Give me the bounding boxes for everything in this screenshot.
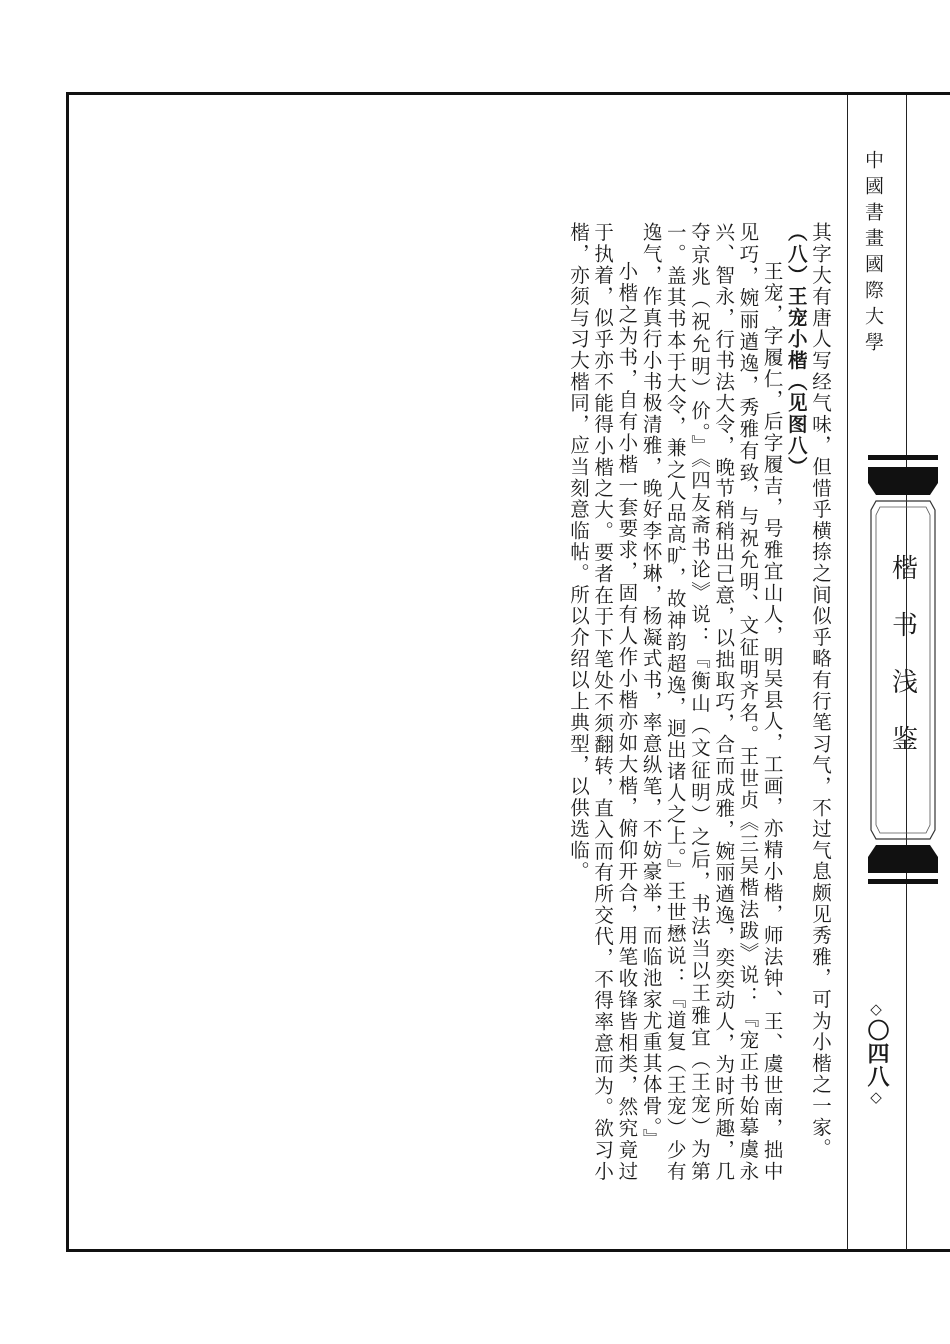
page-ornament-top: ◇ xyxy=(867,1000,885,1019)
paragraph-conclusion: 小楷之为书，自有小楷一套要求，固有人作小楷亦如大楷，俯仰开合，用笔收锋皆相类，然究竟过于执着，似乎亦不能得小楷之大。要者在于下笔处不须翻转，直入而有所交代，不得率意而为。欲习小楷，亦须与习大楷同，应当刻意临帖。所以介绍以上典型，以供选临。 xyxy=(566,222,639,1182)
book-title: 楷书浅鉴 xyxy=(887,554,918,782)
column-divider xyxy=(847,95,848,1250)
org-name: 中國書畫國際大學 xyxy=(862,150,884,358)
body-text xyxy=(496,222,832,1182)
paragraph-wang-chong: 王宠，字履仁，后字履吉，号雅宜山人，明吴县人，工画，亦精小楷，师法钟、王、虞世南，拙中见巧，婉丽遒逸，秀雅有致，与祝允明、文征明齐名。王世贞《三吴楷法跋》说：『宠正书始摹虞永兴、智永，行书法大令，晚节稍稍出己意，以拙取巧，合而成雅，婉丽遒逸，奕奕动人，为时所趣，几夺京兆（祝允明）价。』《四友斋书论》说：『衡山（文征明）之后，书法当以王雅宜（王宠）为第一。盖其书本于大令，兼之人品高旷，故神韵超逸，迥出诸人之上。』王世懋说：『道复（王宠）少有逸气，作真行小书极清雅，晚好李怀琳，杨凝式书，率意纵笔，不妨豪举，而临池家尤重其体骨。』 xyxy=(639,222,784,1182)
page-number: 〇四八 xyxy=(864,1019,889,1088)
page-number-block xyxy=(861,1000,892,1107)
section-heading: （八）王宠小楷（见图八） xyxy=(784,222,808,478)
page-ornament-bottom: ◇ xyxy=(867,1088,885,1107)
paragraph-continuation: 其字大有唐人写经气味，但惜乎横捺之间似乎略有行笔习气，不过气息颇见秀雅，可为小楷之一家。 xyxy=(809,222,832,1160)
title-plaque xyxy=(868,455,938,885)
